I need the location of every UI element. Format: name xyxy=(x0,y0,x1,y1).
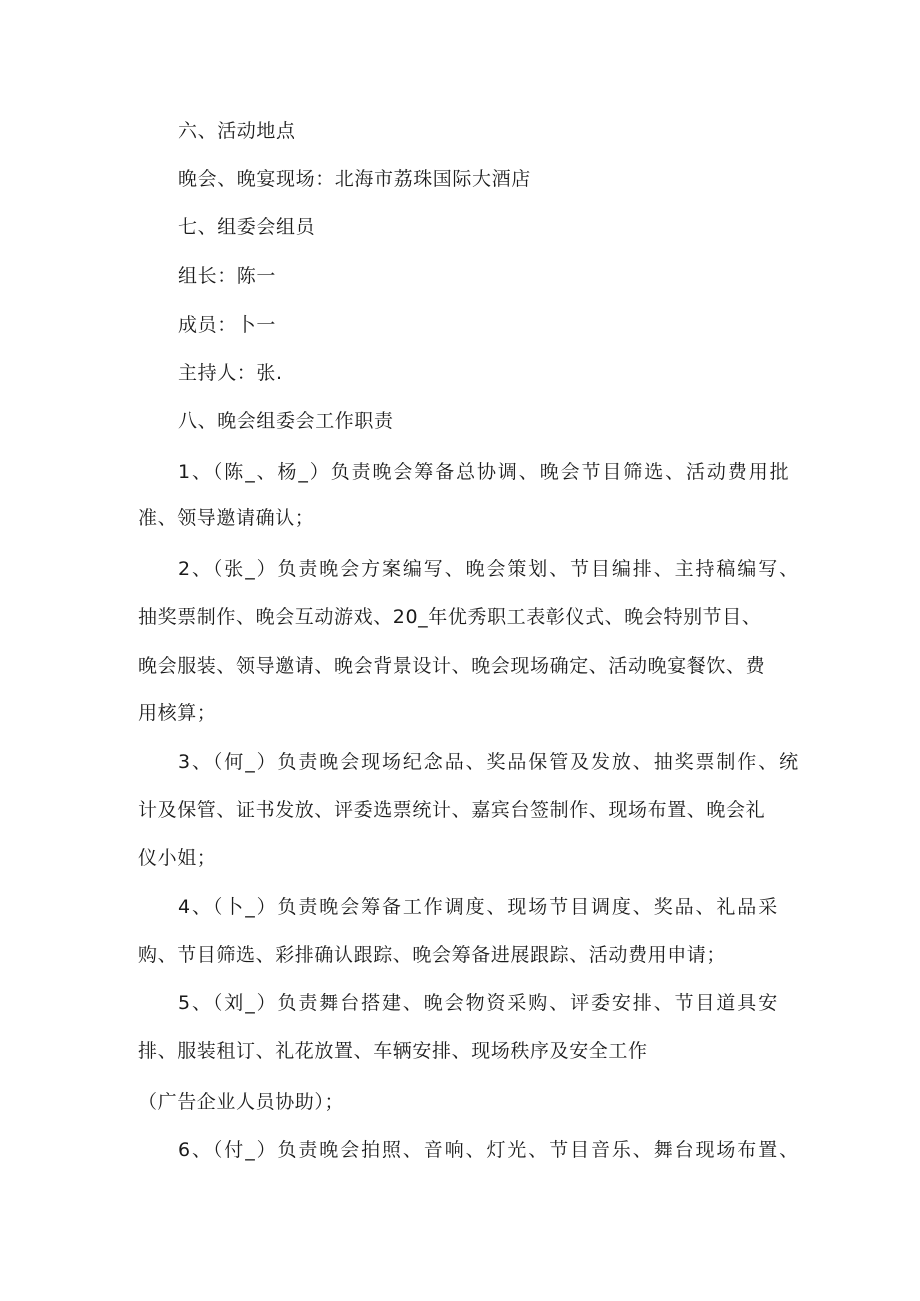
duty-3-line-2: 计及保管、证书发放、评委选票统计、嘉宾台签制作、现场布置、晚会礼 xyxy=(138,799,766,821)
duty-6-line-1: 6、（付_）负责晚会拍照、音响、灯光、节目音乐、舞台现场布置、 xyxy=(178,1139,800,1161)
duty-5-line-2: 排、服装租订、礼花放置、车辆安排、现场秩序及安全工作 xyxy=(138,1040,648,1062)
section-heading-committee: 七、组委会组员 xyxy=(178,216,316,238)
duty-5-line-3: （广告企业人员协助）； xyxy=(138,1091,345,1113)
members-text: 成员：卜一 xyxy=(178,314,277,336)
leader-text: 组长：陈一 xyxy=(178,265,277,287)
duty-5-line-1: 5、（刘_）负责舞台搭建、晚会物资采购、评委安排、节目道具安 xyxy=(178,992,780,1014)
section-heading-duties: 八、晚会组委会工作职责 xyxy=(178,410,394,432)
duty-2-line-4: 用核算； xyxy=(138,702,217,724)
section-heading-location: 六、活动地点 xyxy=(178,120,296,142)
duty-4-line-1: 4、（卜_）负责晚会筹备工作调度、现场节目调度、奖品、礼品采 xyxy=(178,896,780,918)
duty-4-line-2: 购、节目筛选、彩排确认跟踪、晚会筹备进展跟踪、活动费用申请； xyxy=(138,944,727,966)
duty-3-line-1: 3、（何_）负责晚会现场纪念品、奖品保管及发放、抽奖票制作、统 xyxy=(178,751,800,773)
host-text: 主持人：张. xyxy=(178,362,283,384)
duty-1-line-2: 准、领导邀请确认； xyxy=(138,507,315,529)
duty-2-line-3: 晚会服装、领导邀请、晚会背景设计、晚会现场确定、活动晚宴餐饮、费 xyxy=(138,655,766,677)
venue-text: 晚会、晚宴现场：北海市荔珠国际大酒店 xyxy=(178,168,531,190)
duty-3-line-3: 仪小姐； xyxy=(138,847,217,869)
duty-2-line-1: 2、（张_）负责晚会方案编写、晚会策划、节目编排、主持稿编写、 xyxy=(178,558,800,580)
duty-2-line-2: 抽奖票制作、晚会互动游戏、20_年优秀职工表彰仪式、晚会特别节目、 xyxy=(138,606,762,628)
duty-1-line-1: 1、（陈_、杨_）负责晚会筹备总协调、晚会节目筛选、活动费用批 xyxy=(178,461,791,483)
